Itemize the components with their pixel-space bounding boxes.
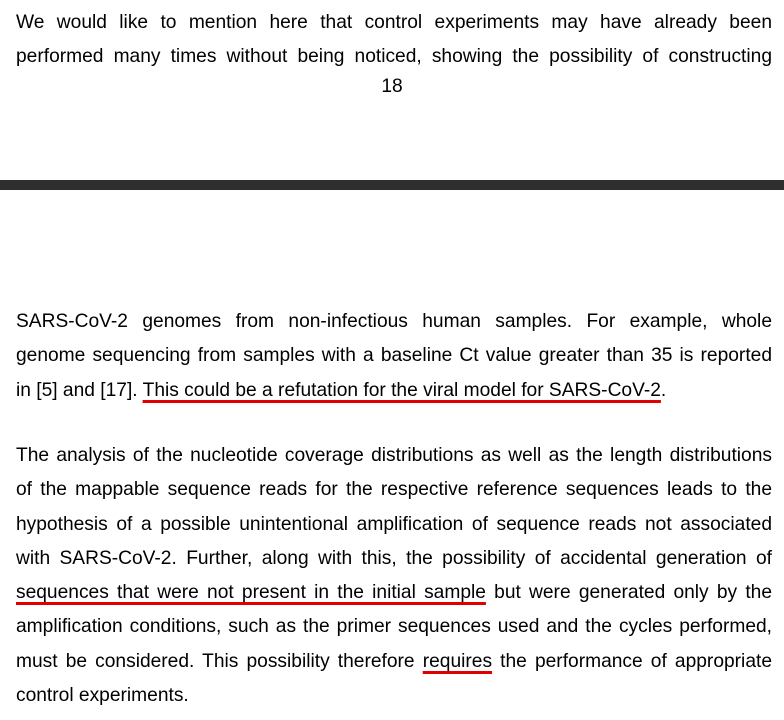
text-line: genome sequencing from samples with a baseline Ct value greater than 35 is reported (16, 345, 772, 367)
text-line: control experiments. (16, 685, 189, 707)
paragraph-sars-cov-2-genomes (16, 305, 772, 408)
text-line: amplification conditions, such as the primer sequences used and the cycles performed, (16, 616, 772, 638)
text-segment: but were generated only by the (485, 582, 773, 604)
document-page-top (0, 0, 784, 180)
paragraph-control-experiments-intro (16, 6, 772, 75)
text-segment: . (660, 379, 667, 401)
red-underlined-text: This could be a refutation for the viral model for SARS-CoV-2 (142, 379, 661, 401)
text-line: SARS-CoV-2 genomes from non-infectious human samples. For example, whole (16, 311, 772, 332)
text-line (16, 576, 772, 610)
text-line: hypothesis of a possible unintentional amplification of sequence reads not associated (16, 513, 772, 535)
page-number: 18 (381, 76, 403, 97)
text-line (16, 374, 772, 408)
text-line: with SARS-CoV-2. Further, along with this, the possibility of accidental generation of (16, 547, 772, 569)
text-line: We would like to mention here that control experiments may have already been (16, 12, 772, 33)
red-underlined-text: requires (422, 650, 493, 672)
text-segment: the performance of appropriate (492, 650, 772, 672)
text-line: The analysis of the nucleotide coverage distributions as well as the length distributions (16, 445, 772, 466)
text-segment: must be considered. This possibility therefore (16, 650, 423, 672)
text-line: of the mappable sequence reads for the respective reference sequences leads to the (16, 479, 772, 501)
red-underlined-text: sequences that were not present in the initial sample (16, 582, 486, 604)
page-break-divider (0, 180, 784, 190)
text-segment: in [5] and [17]. (16, 379, 143, 401)
paragraph-nucleotide-coverage-analysis (16, 439, 772, 713)
text-line (16, 645, 772, 679)
text-line: performed many times without being noticed, showing the possibility of constructing (16, 46, 772, 68)
